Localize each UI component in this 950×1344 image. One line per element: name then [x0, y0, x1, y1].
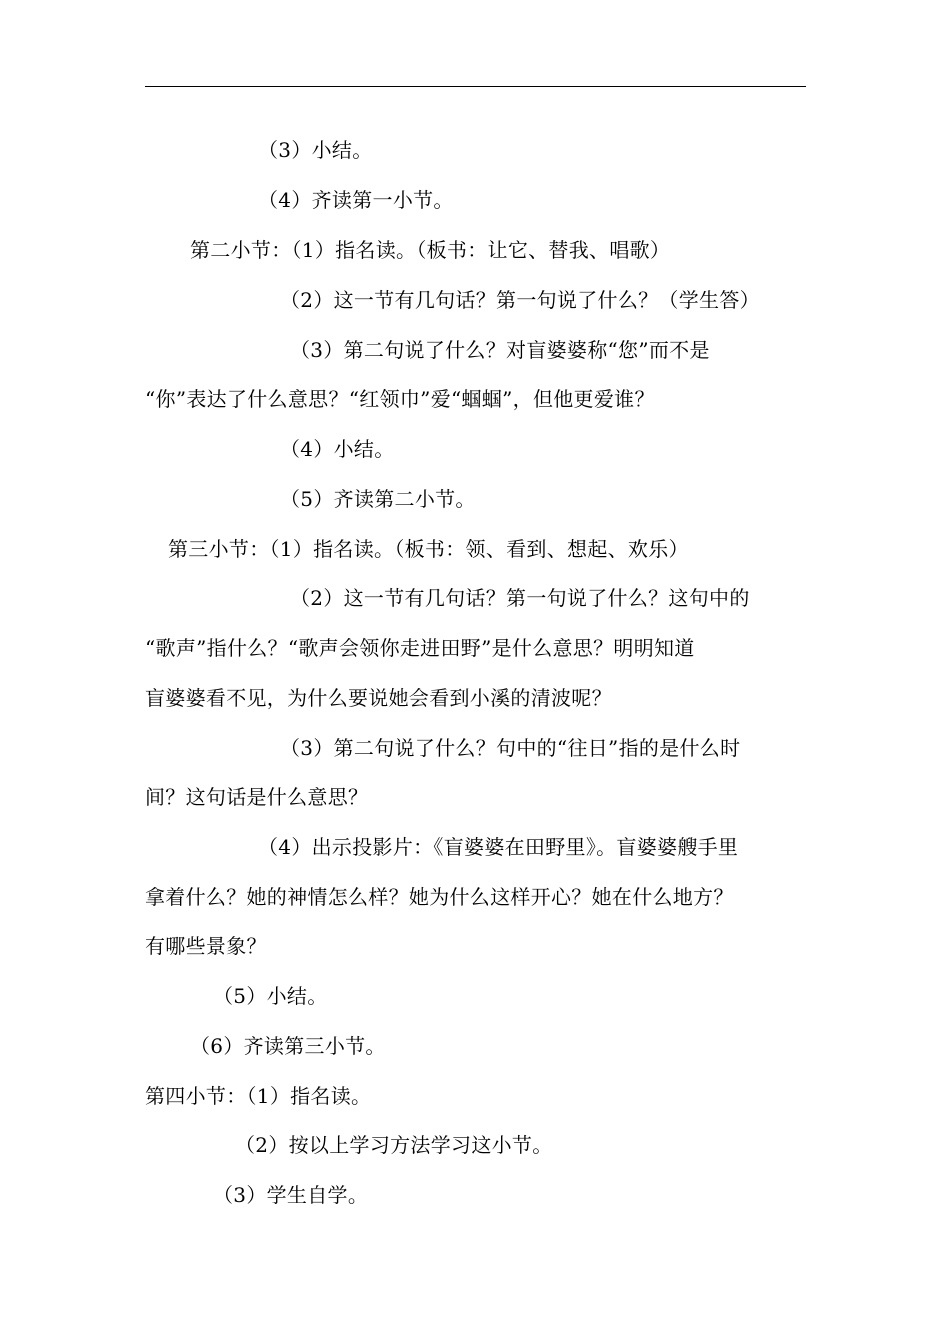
text-line: （2）这一节有几句话？第一句说了什么？（学生答）: [280, 288, 760, 312]
text-line: 第三小节：（1）指名读。（板书：领、看到、想起、欢乐）: [168, 537, 689, 561]
text-line: （5）齐读第二小节。: [280, 487, 476, 511]
text-line: （5）小结。: [213, 984, 328, 1008]
text-line: “你”表达了什么意思？“红领巾”爱“蝈蝈”，但他更爱谁？: [145, 387, 655, 411]
text-line: （4）小结。: [280, 437, 395, 461]
text-line: （2）按以上学习方法学习这小节。: [235, 1133, 553, 1157]
text-line: 拿着什么？她的神情怎么样？她为什么这样开心？她在什么地方？: [145, 885, 734, 909]
text-line: 有哪些景象？: [145, 934, 267, 958]
text-line: （4）出示投影片：《盲婆婆在田野里》。盲婆婆艘手里: [258, 835, 739, 859]
text-line: （3）学生自学。: [213, 1183, 369, 1207]
text-line: （3）第二句说了什么？句中的“往日”指的是什么时: [280, 736, 741, 760]
text-line: 第四小节：（1）指名读。: [145, 1084, 372, 1108]
text-line: （4）齐读第一小节。: [258, 188, 454, 212]
text-line: （6）齐读第三小节。: [190, 1034, 386, 1058]
text-line: 第二小节：（1）指名读。（板书：让它、替我、唱歌）: [190, 238, 671, 262]
header-rule: [145, 86, 806, 87]
text-line: 盲婆婆看不见，为什么要说她会看到小溪的清波呢？: [145, 686, 612, 710]
text-line: 间？这句话是什么意思？: [145, 785, 369, 809]
text-line: （3）小结。: [258, 138, 373, 162]
text-line: （3）第二句说了什么？对盲婆婆称“您”而不是: [290, 338, 710, 362]
text-line: “歌声”指什么？“歌声会领你走进田野”是什么意思？明明知道: [145, 636, 695, 660]
text-line: （2）这一节有几句话？第一句说了什么？这句中的: [290, 586, 750, 610]
